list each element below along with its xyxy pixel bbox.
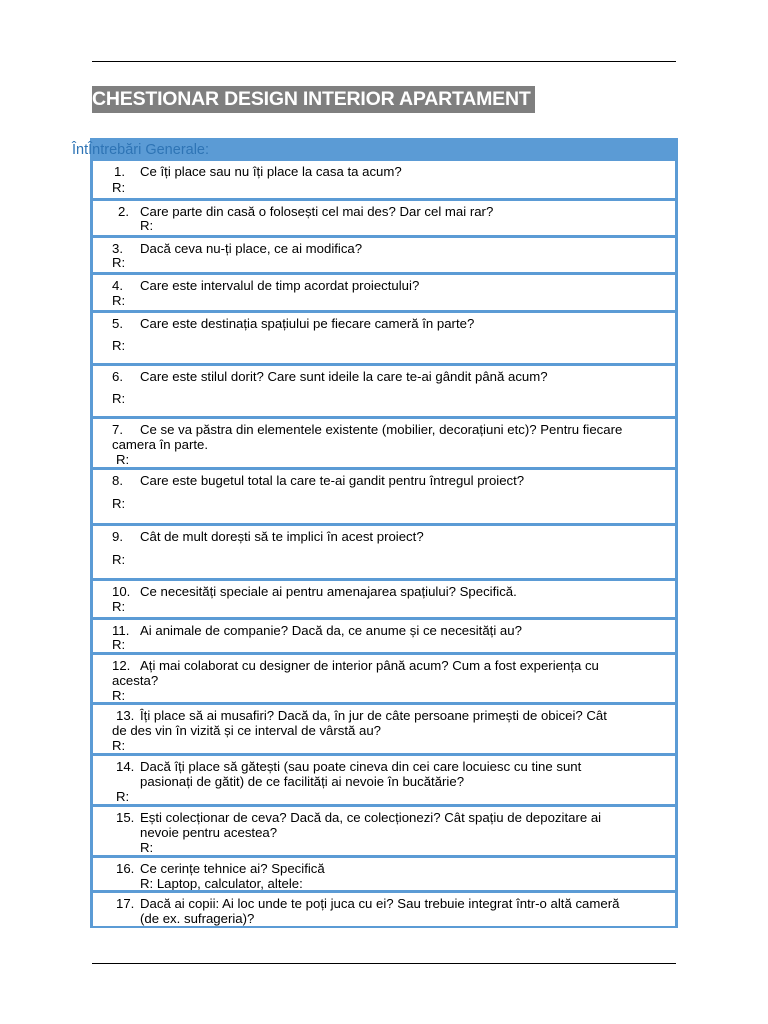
question-row: [93, 470, 675, 523]
section-title: ÎntÎntrebări Generale:: [72, 142, 210, 158]
answer-field[interactable]: R:: [116, 452, 130, 467]
question-text: Cât de mult dorești să te implici în acest proiect?: [140, 529, 424, 544]
question-number: 14.: [116, 759, 135, 774]
question-text: Care este destinația spațiului pe fiecare cameră în parte?: [140, 316, 475, 331]
answer-field[interactable]: R:: [112, 293, 126, 308]
question-text: Care este stilul dorit? Care sunt ideile la care te-ai gândit până acum?: [140, 369, 548, 384]
question-number: 6.: [112, 369, 123, 384]
footer-rule: [92, 963, 676, 964]
question-text: Ce se va păstra din elementele existente (mobilier, decorațiuni etc)? Pentru fiecare: [140, 422, 623, 437]
answer-field[interactable]: R:: [112, 738, 126, 753]
question-text: Îți place să ai musafiri? Dacă da, în jur de câte persoane primești de obicei? Cât: [140, 708, 607, 723]
question-text: Ați mai colaborat cu designer de interior până acum? Cum a fost experiența cu: [140, 658, 599, 673]
answer-field[interactable]: R:: [112, 637, 126, 652]
question-text-continued: camera în parte.: [112, 437, 209, 452]
answer-field[interactable]: R:: [140, 840, 154, 855]
question-text-continued: (de ex. sufrageria)?: [140, 911, 255, 926]
question-row: [93, 526, 675, 578]
question-number: 4.: [112, 278, 123, 293]
answer-field[interactable]: R:: [112, 552, 126, 567]
question-text: Care este intervalul de timp acordat proiectului?: [140, 278, 420, 293]
question-number: 11.: [112, 623, 130, 638]
question-number: 1.: [114, 164, 125, 179]
questionnaire-table: [90, 138, 678, 928]
question-text: Dacă ai copii: Ai loc unde te poți juca cu ei? Sau trebuie integrat într-o altă cameră: [140, 896, 620, 911]
question-number: 5.: [112, 316, 123, 331]
question-row: [93, 275, 675, 310]
question-number: 12.: [112, 658, 131, 673]
question-row: [93, 366, 675, 416]
question-row: [93, 655, 675, 702]
question-number: 2.: [118, 204, 129, 219]
question-number: 17.: [116, 896, 135, 911]
question-row: [93, 238, 675, 272]
question-row: [93, 705, 675, 753]
question-number: 15.: [116, 810, 135, 825]
question-row: [93, 858, 675, 890]
document-title: CHESTIONAR DESIGN INTERIOR APARTAMENT: [92, 86, 535, 113]
answer-field[interactable]: R:: [112, 599, 126, 614]
question-number: 13.: [116, 708, 135, 723]
question-row: [93, 620, 675, 652]
answer-field[interactable]: R:: [112, 688, 126, 702]
question-text: Dacă ceva nu-ți place, ce ai modifica?: [140, 241, 363, 256]
question-number: 16.: [116, 861, 135, 876]
header-rule: [92, 61, 676, 62]
question-number: 8.: [112, 473, 123, 488]
question-row: [93, 756, 675, 804]
answer-field[interactable]: R:: [112, 255, 126, 270]
answer-field[interactable]: R:: [140, 218, 154, 233]
answer-field[interactable]: R:: [112, 496, 126, 511]
question-row: [93, 581, 675, 617]
question-text: Dacă îți place să gătești (sau poate cineva din cei care locuiesc cu tine sunt: [140, 759, 582, 774]
question-text-continued: pasionați de gătit) de ce facilități ai nevoie în bucătărie?: [140, 774, 465, 789]
question-text-continued: nevoie pentru acestea?: [140, 825, 278, 840]
question-text-continued: acesta?: [112, 673, 159, 688]
question-row: [93, 419, 675, 467]
answer-field[interactable]: R:: [112, 338, 126, 353]
question-number: 3.: [112, 241, 123, 256]
question-text: Ce îți place sau nu îți place la casa ta acum?: [140, 164, 402, 179]
question-text: Ești colecționar de ceva? Dacă da, ce colecționezi? Cât spațiu de depozitare ai: [140, 810, 602, 825]
question-row: [93, 893, 675, 926]
question-row: [93, 313, 675, 363]
question-number: 9.: [112, 529, 123, 544]
question-text: Ce necesități speciale ai pentru amenajarea spațiului? Specifică.: [140, 584, 517, 599]
answer-field[interactable]: R:: [116, 789, 130, 804]
question-number: 10.: [112, 584, 131, 599]
question-text: Care parte din casă o folosești cel mai des? Dar cel mai rar?: [140, 204, 494, 219]
answer-field[interactable]: R:: [112, 180, 126, 195]
question-row: [93, 201, 675, 235]
question-row: [93, 807, 675, 855]
question-text: Care este bugetul total la care te-ai gandit pentru întregul proiect?: [140, 473, 525, 488]
question-text-continued: de des vin în vizită și ce interval de vârstă au?: [112, 723, 382, 738]
question-row: [93, 161, 675, 198]
question-number: 7.: [112, 422, 123, 437]
answer-field[interactable]: R: Laptop, calculator, altele:: [140, 876, 303, 890]
question-text: Ai animale de companie? Dacă da, ce anume și ce necesități au?: [140, 623, 522, 638]
question-text: Ce cerințe tehnice ai? Specifică: [140, 861, 325, 876]
answer-field[interactable]: R:: [112, 391, 126, 406]
